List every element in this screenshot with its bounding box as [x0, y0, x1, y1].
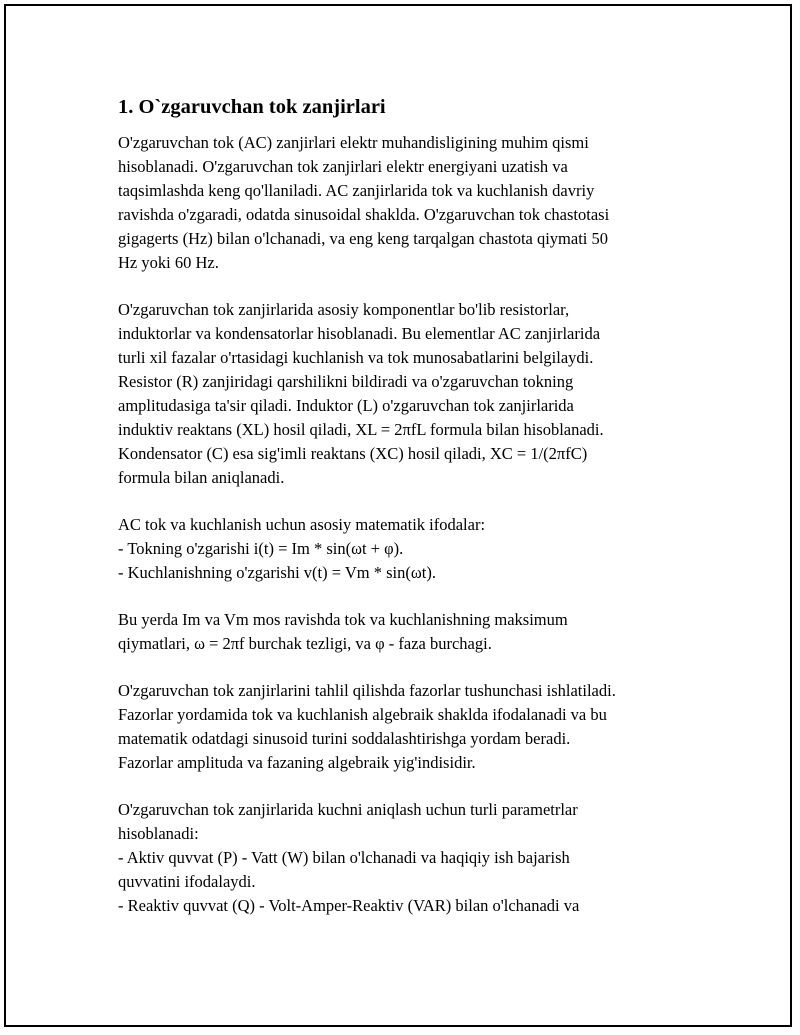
- text-line: AC tok va kuchlanish uchun asosiy matematik ifodalar:: [118, 515, 486, 534]
- paragraph-definitions: [118, 608, 698, 656]
- paragraph-phasors: [118, 679, 698, 775]
- text-line: Fazorlar amplituda va fazaning algebraik yig'indisidir.: [118, 753, 476, 772]
- document-body: [118, 94, 698, 941]
- text-line: Fazorlar yordamida tok va kuchlanish algebraik shaklda ifodalanadi va bu: [118, 705, 607, 724]
- text-line: quvvatini ifodalaydi.: [118, 872, 256, 891]
- text-line: Bu yerda Im va Vm mos ravishda tok va kuchlanishning maksimum: [118, 610, 568, 629]
- text-line: amplitudasiga ta'sir qiladi. Induktor (L) o'zgaruvchan tok zanjirlarida: [118, 396, 574, 415]
- text-line: - Kuchlanishning o'zgarishi v(t) = Vm * sin(ωt).: [118, 563, 436, 582]
- paragraph-components: [118, 298, 698, 490]
- text-line: induktorlar va kondensatorlar hisoblanadi. Bu elementlar AC zanjirlarida: [118, 324, 601, 343]
- text-line: Hz yoki 60 Hz.: [118, 253, 219, 272]
- paragraph-power: [118, 798, 698, 918]
- text-line: O'zgaruvchan tok zanjirlarini tahlil qilishda fazorlar tushunchasi ishlatiladi.: [118, 681, 616, 700]
- text-line: induktiv reaktans (XL) hosil qiladi, XL = 2πfL formula bilan hisoblanadi.: [118, 420, 604, 439]
- text-line: Kondensator (C) esa sig'imli reaktans (XC) hosil qiladi, XC = 1/(2πfC): [118, 444, 588, 463]
- text-line: O'zgaruvchan tok (AC) zanjirlari elektr muhandisligining muhim qismi: [118, 133, 589, 152]
- text-line: - Reaktiv quvvat (Q) - Volt-Amper-Reaktiv (VAR) bilan o'lchanadi va: [118, 896, 580, 915]
- text-line: ravishda o'zgaradi, odatda sinusoidal shaklda. O'zgaruvchan tok chastotasi: [118, 205, 610, 224]
- paragraph-math-expressions: [118, 513, 698, 585]
- paragraph-ac-intro: [118, 131, 698, 275]
- text-line: qiymatlari, ω = 2πf burchak tezligi, va φ - faza burchagi.: [118, 634, 492, 653]
- section-title: 1. O`zgaruvchan tok zanjirlari: [118, 96, 386, 118]
- text-line: - Tokning o'zgarishi i(t) = Im * sin(ωt + φ).: [118, 539, 404, 558]
- text-line: hisoblanadi:: [118, 824, 199, 843]
- text-line: formula bilan aniqlanadi.: [118, 468, 285, 487]
- text-line: turli xil fazalar o'rtasidagi kuchlanish va tok munosabatlarini belgilaydi.: [118, 348, 594, 367]
- text-line: Resistor (R) zanjiridagi qarshilikni bildiradi va o'zgaruvchan tokning: [118, 372, 574, 391]
- text-line: O'zgaruvchan tok zanjirlarida asosiy komponentlar bo'lib resistorlar,: [118, 300, 570, 319]
- text-line: O'zgaruvchan tok zanjirlarida kuchni aniqlash uchun turli parametrlar: [118, 800, 578, 819]
- text-line: gigagerts (Hz) bilan o'lchanadi, va eng keng tarqalgan chastota qiymati 50: [118, 229, 609, 248]
- text-line: hisoblanadi. O'zgaruvchan tok zanjirlari elektr energiyani uzatish va: [118, 157, 568, 176]
- text-line: matematik odatdagi sinusoid turini soddalashtirishga yordam beradi.: [118, 729, 571, 748]
- text-line: taqsimlashda keng qo'llaniladi. AC zanjirlarida tok va kuchlanish davriy: [118, 181, 595, 200]
- text-line: - Aktiv quvvat (P) - Vatt (W) bilan o'lchanadi va haqiqiy ish bajarish: [118, 848, 570, 867]
